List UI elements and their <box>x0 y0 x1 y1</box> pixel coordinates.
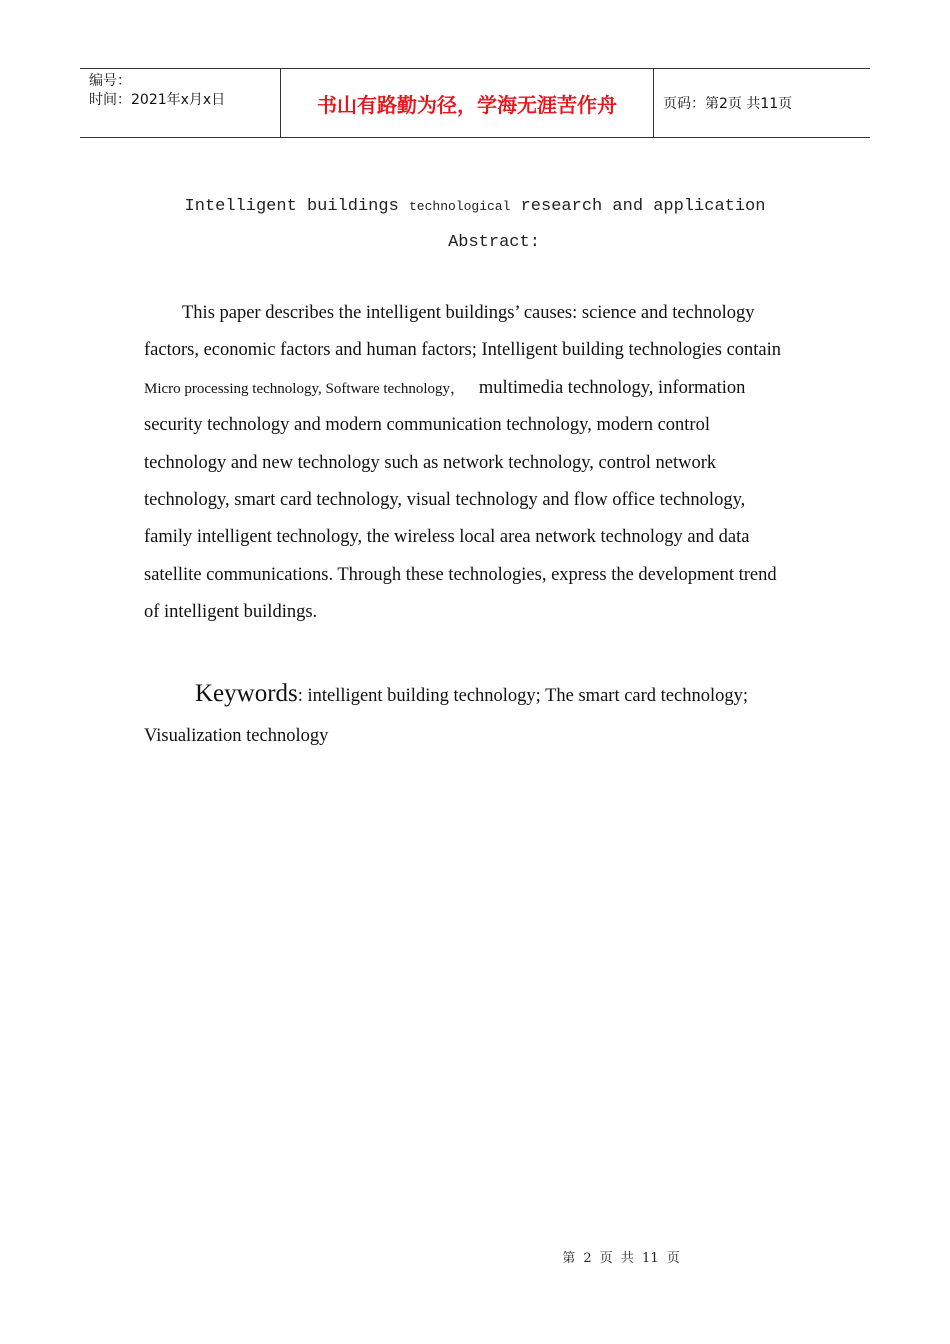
title-part-3: research and application <box>510 197 766 216</box>
keywords-line-2: Visualization technology <box>144 726 329 746</box>
time-label: 时间：2021年x月x日 <box>89 92 226 108</box>
abstract-line: family intelligent technology, the wireless local area network technology and data <box>144 527 750 548</box>
abstract-heading: Abstract: <box>448 233 540 252</box>
keywords-label: Keywords <box>195 680 298 707</box>
keywords-section <box>144 680 812 747</box>
header-page-info: 页码：第2页 共11页 <box>663 96 793 112</box>
abstract-line: of intelligent buildings. <box>144 602 318 623</box>
title-part-2: technological <box>408 199 511 214</box>
abstract-line: technology, smart card technology, visual technology and flow office technology, <box>144 489 746 510</box>
page-header <box>80 68 870 138</box>
abstract-line <box>144 370 812 407</box>
keywords-line-1 <box>144 680 812 708</box>
abstract-line: security technology and modern communication technology, modern control <box>144 415 710 436</box>
header-motto: 书山有路勤为径，学海无涯苦作舟 <box>281 69 654 137</box>
title-part-1: Intelligent buildings <box>184 197 409 216</box>
abstract-line: technology and new technology such as network technology, control network <box>144 452 717 473</box>
document-title <box>0 197 950 216</box>
header-meta <box>80 69 281 137</box>
abstract-line: factors, economic factors and human factors; Intelligent building technologies contain <box>144 340 782 361</box>
abstract-line-small: Micro processing technology, Software technology， <box>144 380 466 397</box>
keywords-text: : intelligent building technology; The smart card technology; <box>297 686 749 706</box>
abstract-line-rest: multimedia technology, information <box>478 377 746 398</box>
abstract-line: This paper describes the intelligent buildings’ causes: science and technology <box>182 303 755 323</box>
abstract-body <box>144 295 812 632</box>
number-label: 编号： <box>89 73 131 89</box>
page-footer: 第 2 页 共 11 页 <box>562 1251 680 1266</box>
abstract-line: satellite communications. Through these technologies, express the development trend <box>144 564 777 585</box>
